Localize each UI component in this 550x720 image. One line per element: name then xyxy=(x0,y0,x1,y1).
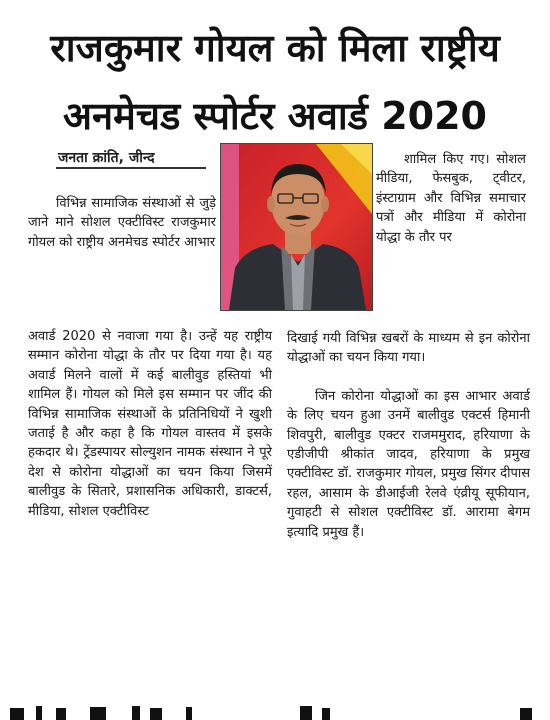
byline: जनता क्रांति, जीन्द xyxy=(58,150,155,166)
portrait-illustration xyxy=(221,144,372,310)
article-column-right-bottom xyxy=(287,329,530,542)
byline-underline xyxy=(56,167,206,169)
paragraph: दिखाई गयी विभिन्न खबरों के माध्यम से इन कोरोना योद्धाओं का चयन किया गया। xyxy=(287,331,530,366)
paragraph: विभिन्न सामाजिक संस्थाओं से जुड़े जाने माने सोशल एक्टीविस्ट राजकुमार गोयल को राष्ट्रीय अनमेचड स्पोर्टर आभार xyxy=(28,196,216,250)
cropped-next-headline xyxy=(0,702,550,720)
headline-line-2: अनमेचड स्पोर्टर अवार्ड 2020 xyxy=(63,94,487,138)
paragraph: शामिल किए गए। सोशल मीडिया, फेसबुक, ट्वीटर, इंस्टाग्राम और विभिन्न समाचार पत्रों और मीडिया में कोरोना योद्धा के तौर पर xyxy=(376,152,526,245)
paragraph: जिन कोरोना योद्धाओं का इस आभार अवार्ड के लिए चयन हुआ उनमें बालीवुड एक्टर्स हिमानी शिवपुरी, बालीवुड एक्टर राजममुराद, हरियाणा के एडीजीपी श्रीकांत जादव, हरियाणा के प्रमुख एक्टीविस्ट डॉ. राजकुमार गोयल, प्रमुख सिंगर दीपास रहल, आसाम के डीआईजी रेलवे एंव्रीयू सूफीयान, गुवाहटी से सोशल एक्टीविस्ट डॉ. आरामा बेगम इत्यादि प्रमुख हैं। xyxy=(287,388,530,540)
article-column-left-top xyxy=(28,194,216,252)
article-column-right-top xyxy=(376,150,526,247)
paragraph: अवार्ड 2020 से नवाजा गया है। उन्हें यह राष्ट्रीय सम्मान कोरोना योद्धा के तौर पर दिया गया है। यह अवार्ड मिलने वालों में कई बालीवुड हस्तियां भी शामिल हैं। गोयल को मिले इस सम्मान पर जींद की विभिन्न सामाजिक संस्थाओं के प्रतिनिधियों ने खुशी जताई है और कहा है कि गोयल वास्तव में इसके हकदार थे। ट्रेंडस्पायर सोल्युशन नामक संस्थान ने पूरे देश से कोरोना योद्धाओं का चयन किया जिसमें बालीवुड के सितारे, प्रशासनिक अधिकारी, डाक्टर्स, मीडिया, सोशल एक्टीविस्ट xyxy=(28,329,272,519)
headline-line-1: राजकुमार गोयल को मिला राष्ट्रीय xyxy=(50,26,500,70)
portrait-photo xyxy=(220,143,373,311)
article-column-left-bottom xyxy=(28,327,272,521)
cropped-text-fragments xyxy=(0,702,550,720)
